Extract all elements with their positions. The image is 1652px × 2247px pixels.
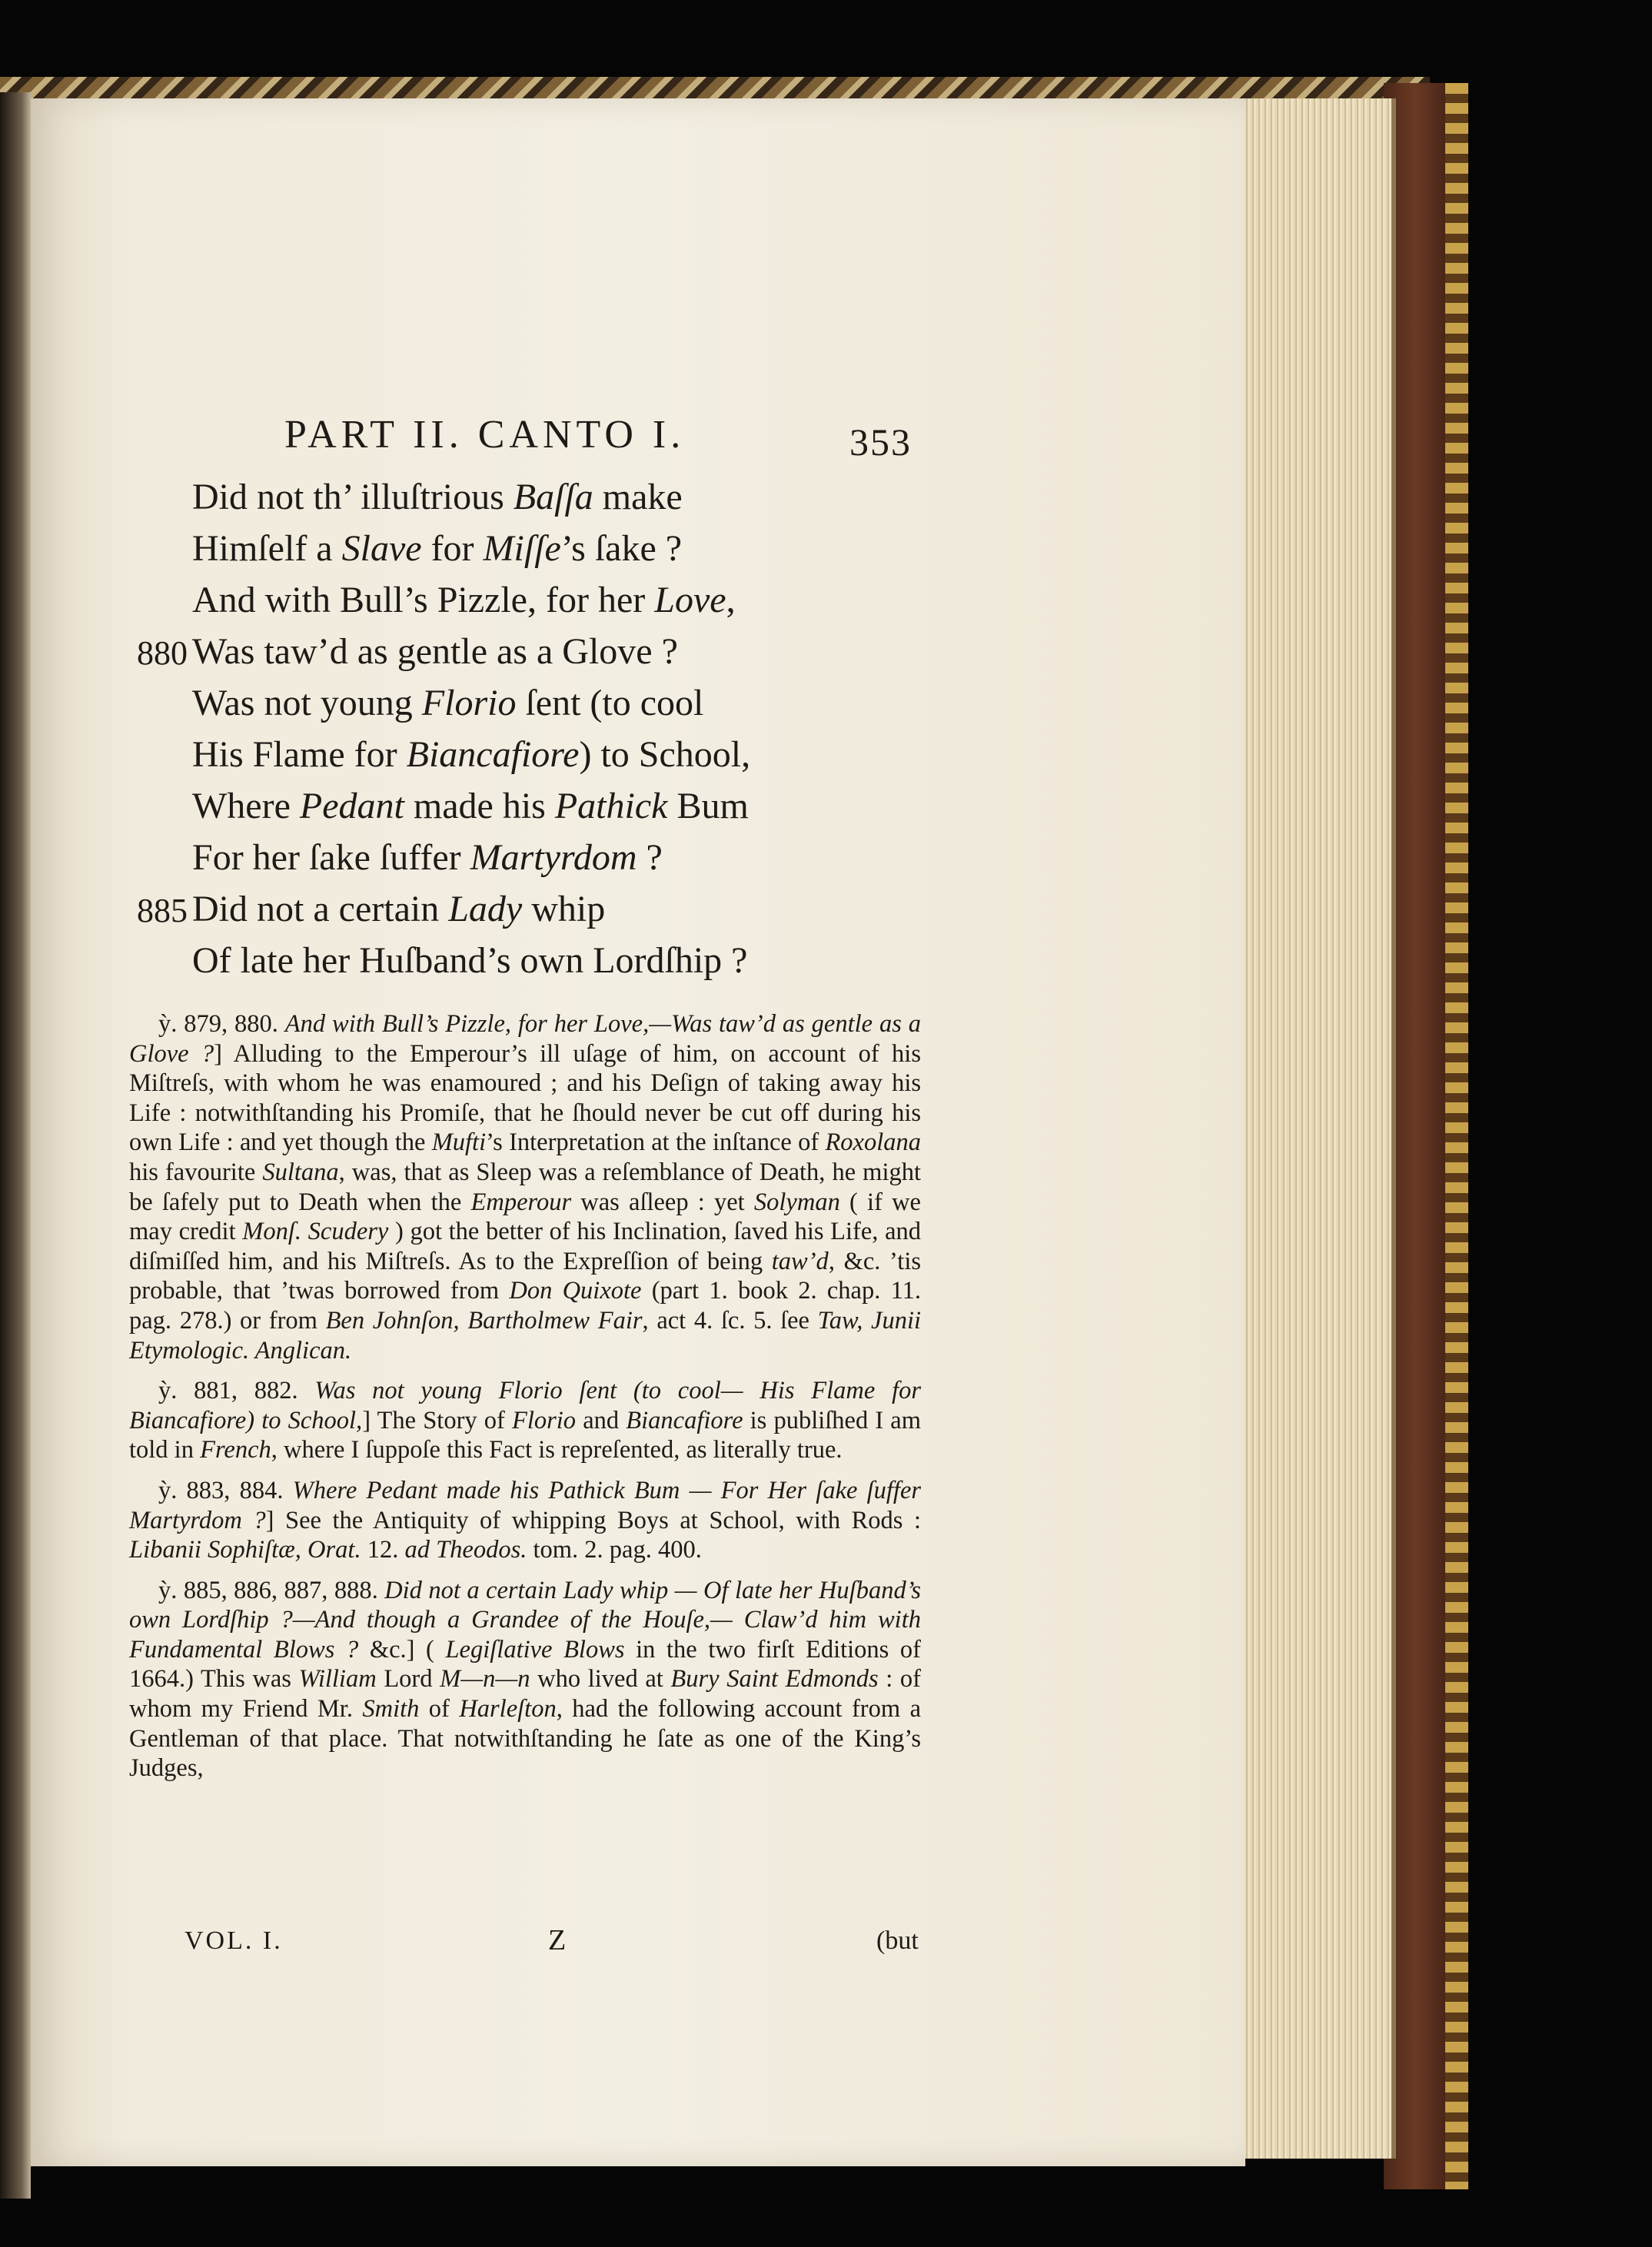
page-number: 353 [849,420,912,464]
catchword: (but [876,1926,919,1955]
page-edges [1238,98,1396,2159]
verse-line: Himſelf a Slave for Miſſe’s ſake ? [192,528,683,569]
gilt-tooling [1445,83,1468,2189]
notes-block [129,1009,921,1794]
annotation-note: ỳ. 879, 880. And with Bull’s Pizzle, for her Love,—Was taw’d as gentle as a Glove ?] Alluding to the Emperour’s ill uſage of him, on account of his Miſtreſs, with whom he was enamoured ; and his Deſign of taking away his Life : notwithſtanding his Promiſe, that he ſhould never be cut off during his own Life : and yet though the Mufti’s Interpretation at the inſtance of Roxolana his favourite Sultana, was, that as Sleep was a reſemblance of Death, he might be ſafely put to Death when the Emperour was aſleep : yet Solyman ( if we may credit Monſ. Scudery ) got the better of his Inclination, ſaved his Life, and diſmiſſed him, and his Miſtreſs. As to the Expreſſion of being taw’d, &c. ’tis probable, that ’twas borrowed from Don Quixote (part 1. book 2. chap. 11. pag. 278.) or from Ben Johnſon, Bartholmew Fair, act 4. ſc. 5. ſee Taw, Junii Etymologic. Anglican. [129,1010,922,1364]
verse-line: Did not a certain Lady whip [192,889,606,929]
signature-mark: Z [548,1924,567,1956]
verse-line: For her ſake ſuffer Martyrdom ? [192,837,663,878]
verse-line: Did not th’ illuſtrious Baſſa make [192,477,683,517]
gutter-shadow [0,92,31,2199]
annotation-note: ỳ. 885, 886, 887, 888. Did not a certain Lady whip — Of late her Huſband’s own Lordſhip ?—And though a Grandee of the Houſe,— Claw’d him with Fundamental Blows ? &c.] ( Legiſlative Blows in the two firſt Editions of 1664.) This was William Lord M—n—n who lived at Bury Saint Edmonds : of whom my Friend Mr. Smith of Harleſton, had the following account from a Gentleman of that place. That notwithſtanding he ſate as one of the King’s Judges, [129,1576,922,1783]
verse-line: Of late her Huſband’s own Lordſhip ? [192,940,748,981]
running-title: PART II. CANTO I. [284,413,686,457]
verse-line: And with Bull’s Pizzle, for her Love, [192,580,736,620]
book-page [31,98,1245,2166]
line-number: 885 [137,892,188,929]
verse-line: His Flame for Biancafiore) to School, [192,734,751,775]
annotation-note: ỳ. 881, 882. Was not young Florio ſent (to cool— His Flame for Biancafiore) to School,] The Story of Florio and Biancafiore is publiſhed I am told in French, where I ſuppoſe this Fact is repreſented, as literally true. [129,1377,922,1464]
verse-line: Where Pedant made his Pathick Bum [192,786,749,826]
verse-line: Was taw’d as gentle as a Glove ? [192,631,678,672]
annotation-note: ỳ. 883, 884. Where Pedant made his Pathick Bum — For Her ſake ſuffer Martyrdom ?] See the Antiquity of whipping Boys at School, with Rods : Libanii Sophiſtæ, Orat. 12. ad Theodos. tom. 2. pag. 400. [129,1476,922,1564]
line-number: 880 [137,634,188,672]
verse-line: Was not young Florio ſent (to cool [192,683,704,723]
volume-mark: VOL. I. [184,1926,283,1955]
